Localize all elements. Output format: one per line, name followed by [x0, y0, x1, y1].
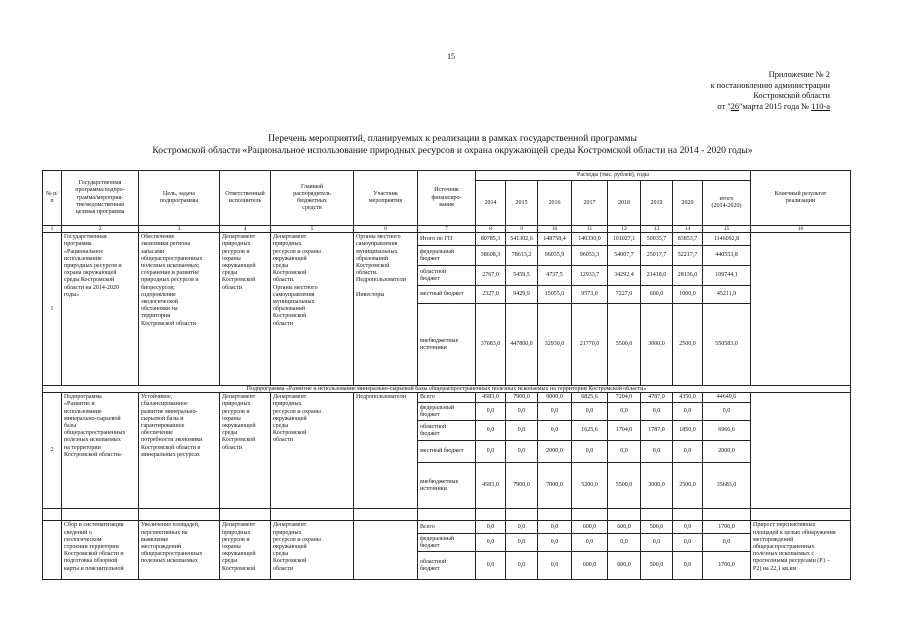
expense-value: 140330,0: [572, 233, 608, 246]
program-participant: Органы местного самоуправления муниципальных образований Костромской области. Недропользователи Инвесторы: [354, 233, 418, 386]
col-number: 11: [572, 226, 608, 233]
expense-value: 5459,5: [506, 266, 538, 286]
expense-value: 0,0: [476, 441, 506, 463]
row-number: 2: [43, 393, 62, 509]
expense-total: 1146092,8: [703, 233, 751, 246]
empty-cell: [751, 509, 851, 521]
expense-value: 0,0: [538, 534, 572, 552]
expense-value: 2327,0: [476, 286, 506, 304]
expense-value: 0,0: [506, 403, 538, 421]
expense-value: 0,0: [572, 534, 608, 552]
spacer-row: [43, 509, 851, 521]
col-number: 7: [418, 226, 476, 233]
header-year: 2016: [538, 181, 572, 226]
expense-total: 1700,0: [703, 552, 751, 580]
expense-value: 0,0: [538, 552, 572, 580]
expense-total: 1700,0: [703, 521, 751, 534]
header-goal: Цель, задача подпрограммы: [139, 171, 220, 226]
expense-value: 0,0: [572, 403, 608, 421]
expense-value: 600,0: [608, 521, 641, 534]
expense-value: 15055,0: [538, 286, 572, 304]
expense-value: 0,0: [476, 421, 506, 441]
header-participant: Участник мероприятия: [354, 171, 418, 226]
header-n: № п/п: [43, 171, 62, 226]
funding-source: внебюджетные источники: [418, 304, 476, 386]
expense-value: 148758,4: [538, 233, 572, 246]
expense-value: 38608,3: [476, 246, 506, 266]
measure-participant: [354, 521, 418, 580]
empty-cell: [476, 509, 506, 521]
expense-value: 9573,0: [572, 286, 608, 304]
measure-responsible: Департамент природных ресурсов и охраны окружающей среды Костромской: [220, 521, 271, 580]
expense-value: 541302,6: [506, 233, 538, 246]
expense-total: 35683,0: [703, 463, 751, 509]
header-row: [43, 171, 851, 181]
subprogram-responsible: Департамент природных ресурсов и охраны окружающей среды Костромской области: [220, 393, 271, 509]
expense-total: 0,0: [703, 534, 751, 552]
funding-source: областной бюджет: [418, 421, 476, 441]
expense-value: 2500,0: [673, 463, 703, 509]
header-source: Источник финансиро- вания: [418, 171, 476, 226]
subprogram-participant: Недропользователи: [354, 393, 418, 509]
expense-value: 83853,7: [673, 233, 703, 246]
header-year: 2017: [572, 181, 608, 226]
header-year: 2015: [506, 181, 538, 226]
expense-total: 44649,6: [703, 393, 751, 403]
empty-cell: [62, 509, 139, 521]
header-year: 2014: [476, 181, 506, 226]
expense-value: 2500,0: [673, 304, 703, 386]
empty-cell: [139, 509, 220, 521]
expense-value: 25017,7: [641, 246, 673, 266]
col-number: 4: [220, 226, 271, 233]
header-year: 2019: [641, 181, 673, 226]
empty-cell: [43, 509, 62, 521]
appendix-line: к постановлению администрации: [710, 80, 830, 90]
col-number: 5: [271, 226, 354, 233]
expense-value: 0,0: [608, 441, 641, 463]
expense-value: 0,0: [476, 521, 506, 534]
expense-value: 0,0: [506, 534, 538, 552]
expense-value: 4583,0: [476, 393, 506, 403]
expense-value: 78613,2: [506, 246, 538, 266]
expense-value: 96035,9: [538, 246, 572, 266]
decree-number: 110-а: [811, 101, 830, 111]
empty-cell: [703, 509, 751, 521]
expense-value: 0,0: [476, 552, 506, 580]
funding-source: внебюджетные источники: [418, 463, 476, 509]
row-number: [43, 521, 62, 580]
expense-value: 0,0: [673, 552, 703, 580]
title-line: Перечень мероприятий, планируемых к реализации в рамках государственной программы: [268, 133, 637, 144]
expense-value: 600,0: [572, 521, 608, 534]
expense-total: 0,0: [703, 403, 751, 421]
date-prefix: от ": [717, 101, 731, 111]
empty-cell: [673, 509, 703, 521]
title-line: Костромской области «Рациональное использование природных ресурсов и охрана окружающей среды Костромской области на 2014 - 2020 годы»: [152, 145, 753, 156]
funding-source: Итого по ГП: [418, 233, 476, 246]
date-mid: "марта 2015 года №: [739, 101, 812, 111]
expense-value: 5200,0: [572, 463, 608, 509]
funding-source: местный бюджет: [418, 286, 476, 304]
column-numbers-row: [43, 226, 851, 233]
expense-value: 1850,0: [673, 421, 703, 441]
appendix-line: Приложение № 2: [768, 70, 830, 79]
expense-value: 7900,0: [506, 463, 538, 509]
appendix-date-line: [710, 102, 830, 113]
header-total: итого (2014-2020): [703, 181, 751, 226]
empty-cell: [538, 509, 572, 521]
program-goal: Обеспечение экономики региона запасами общераспространенных полезных ископаемых; сохранение и развитие природных ресурсов и биоресурсов; оздоровление экологической обстановки на территории Костромской области: [139, 233, 220, 386]
expense-value: 9429,9: [506, 286, 538, 304]
program-responsible: Департамент природных ресурсов и охраны окружающей среды Костромской области: [220, 233, 271, 386]
expense-value: 0,0: [506, 552, 538, 580]
program-manager: Департамент природных ресурсов и охраны окружающей среды Костромской области. Органы местного самоуправления муниципальных образований Костромской области: [271, 233, 354, 386]
header-result: Конечный результат реализации: [751, 171, 851, 226]
expense-value: 500,0: [641, 552, 673, 580]
expense-total: 550583,0: [703, 304, 751, 386]
expense-value: 28136,0: [673, 266, 703, 286]
appendix-line: Костромской области: [753, 91, 830, 100]
col-number: 8: [476, 226, 506, 233]
expense-value: 0,0: [538, 421, 572, 441]
page-number: 15: [447, 52, 455, 61]
expense-value: 7227,0: [608, 286, 641, 304]
empty-cell: [418, 509, 476, 521]
col-number: 2: [62, 226, 139, 233]
col-number: 9: [506, 226, 538, 233]
expense-value: 0,0: [506, 521, 538, 534]
expense-total: 45211,9: [703, 286, 751, 304]
expense-value: 0,0: [673, 403, 703, 421]
expense-value: 34292,4: [608, 266, 641, 286]
expense-value: 4787,0: [641, 393, 673, 403]
expense-value: 0,0: [572, 441, 608, 463]
measure-goal: Увеличение площадей, перспективных на выявление месторождений общераспространенных полезных ископаемых: [139, 521, 220, 580]
expense-value: 101027,1: [608, 233, 641, 246]
expense-value: 3000,0: [641, 304, 673, 386]
expense-value: 4350,0: [673, 393, 703, 403]
expense-value: 600,0: [572, 552, 608, 580]
expense-value: 600,0: [608, 552, 641, 580]
expense-value: 2767,0: [476, 266, 506, 286]
expense-value: 9000,0: [538, 393, 572, 403]
empty-cell: [220, 509, 271, 521]
expense-value: 96053,3: [572, 246, 608, 266]
expense-value: 21418,0: [641, 266, 673, 286]
funding-source: областной бюджет: [418, 266, 476, 286]
expense-value: 0,0: [476, 403, 506, 421]
empty-cell: [271, 509, 354, 521]
expense-value: 54007,7: [608, 246, 641, 266]
funding-source: федеральный бюджет: [418, 246, 476, 266]
expense-value: 0,0: [608, 403, 641, 421]
expense-value: 7900,0: [506, 393, 538, 403]
expense-total: 2000,0: [703, 441, 751, 463]
expense-value: 7204,0: [608, 393, 641, 403]
measures-table: [42, 170, 851, 580]
expense-value: 0,0: [538, 521, 572, 534]
expense-value: 37083,0: [476, 304, 506, 386]
expense-value: 32930,0: [538, 304, 572, 386]
col-number: 6: [354, 226, 418, 233]
subprogram-manager: Департамент природных ресурсов и охраны окружающей среды Костромской области: [271, 393, 354, 509]
expense-total: 109744,1: [703, 266, 751, 286]
col-number: 12: [608, 226, 641, 233]
expense-value: 0,0: [673, 534, 703, 552]
row-number: 1: [43, 233, 62, 386]
empty-cell: [354, 509, 418, 521]
expense-value: 52217,7: [673, 246, 703, 266]
expense-value: 0,0: [538, 403, 572, 421]
expense-value: 4583,0: [476, 463, 506, 509]
expense-value: 0,0: [641, 403, 673, 421]
expense-total: 440553,8: [703, 246, 751, 266]
expense-value: 0,0: [506, 441, 538, 463]
header-year: 2018: [608, 181, 641, 226]
measure-name: Сбор и систематизация сведений о геологическом строении территории Костромской области и подготовка обзорной карты и пояснительной: [62, 521, 139, 580]
expense-value: 0,0: [673, 521, 703, 534]
subprogram-title: Подпрограмма «Развитие и использование минерально-сырьевой базы общераспространенных полезных ископаемых на территории Костромской области»: [43, 386, 851, 393]
expense-value: 600,0: [641, 286, 673, 304]
measure-manager: Департамент природных ресурсов и охраны окружающей среды Костромской области: [271, 521, 354, 580]
date-day: 26: [730, 101, 740, 111]
col-number: 1: [43, 226, 62, 233]
header-program: Государственная программа/подпро- грамма/мероприя- тие/ведомственная целевая программа: [62, 171, 139, 226]
expense-value: 3000,0: [641, 463, 673, 509]
expense-value: 80785,3: [476, 233, 506, 246]
expense-value: 21770,0: [572, 304, 608, 386]
funding-source: Всего: [418, 393, 476, 403]
expense-value: 0,0: [641, 534, 673, 552]
col-number: 3: [139, 226, 220, 233]
expected-result: Прирост перспективных площадей к целью обнаружения месторождений общераспространенных полезных ископаемых с прогнозными ресурсами (Р1 – Р2) на 22,1 кв.км: [751, 521, 851, 580]
expense-value: 50035,7: [641, 233, 673, 246]
expense-value: 1000,0: [673, 286, 703, 304]
expense-value: 6825,6: [572, 393, 608, 403]
table-row: [43, 521, 851, 534]
expense-value: 7000,0: [538, 463, 572, 509]
table-row: [43, 393, 851, 403]
expense-value: 1787,0: [641, 421, 673, 441]
result-cell: [751, 393, 851, 509]
program-name: Государственная программа «Рациональное использование природных ресурсов и охрана окружающей среды Костромской области на 2014-2020 годы»: [62, 233, 139, 386]
header-responsible: Ответственный исполнитель: [220, 171, 271, 226]
expense-value: 1625,6: [572, 421, 608, 441]
col-number: 14: [673, 226, 703, 233]
funding-source: Всего: [418, 521, 476, 534]
expense-value: 1704,0: [608, 421, 641, 441]
col-number: 13: [641, 226, 673, 233]
result-cell: [751, 233, 851, 386]
col-number: 16: [751, 226, 851, 233]
header-manager: Главный распорядитель бюджетных средств: [271, 171, 354, 226]
empty-cell: [572, 509, 608, 521]
expense-value: 5500,0: [608, 463, 641, 509]
funding-source: местный бюджет: [418, 441, 476, 463]
header-year: 2020: [673, 181, 703, 226]
table-row: [43, 233, 851, 246]
subprogram-name: Подпрограмма «Развитие и использование минерально-сырьевой базы общераспространенных полезных ископаемых на территории Костромской области»: [62, 393, 139, 509]
document-title: [0, 133, 905, 157]
subprogram-goal: Устойчивое, сбалансированное развитие минерально- сырьевой базы и гарантированное обеспечение потребности экономики Костромской области в минеральных ресурсах: [139, 393, 220, 509]
empty-cell: [608, 509, 641, 521]
empty-cell: [506, 509, 538, 521]
expense-value: 500,0: [641, 521, 673, 534]
expense-value: 447800,0: [506, 304, 538, 386]
expense-value: 4737,5: [538, 266, 572, 286]
funding-source: областной бюджет: [418, 552, 476, 580]
expense-value: 0,0: [641, 441, 673, 463]
funding-source: федеральный бюджет: [418, 534, 476, 552]
expense-value: 12933,7: [572, 266, 608, 286]
expense-value: 0,0: [608, 534, 641, 552]
expense-value: 5500,0: [608, 304, 641, 386]
expense-value: 2000,0: [538, 441, 572, 463]
header-expenses: Расходы (тыс. рублей), годы: [476, 171, 751, 181]
col-number: 10: [538, 226, 572, 233]
expense-value: 0,0: [673, 441, 703, 463]
funding-source: федеральный бюджет: [418, 403, 476, 421]
col-number: 15: [703, 226, 751, 233]
expense-value: 0,0: [476, 534, 506, 552]
expense-total: 6966,6: [703, 421, 751, 441]
appendix-header: [710, 70, 830, 112]
subprogram-row: [43, 386, 851, 393]
empty-cell: [641, 509, 673, 521]
expense-value: 0,0: [506, 421, 538, 441]
